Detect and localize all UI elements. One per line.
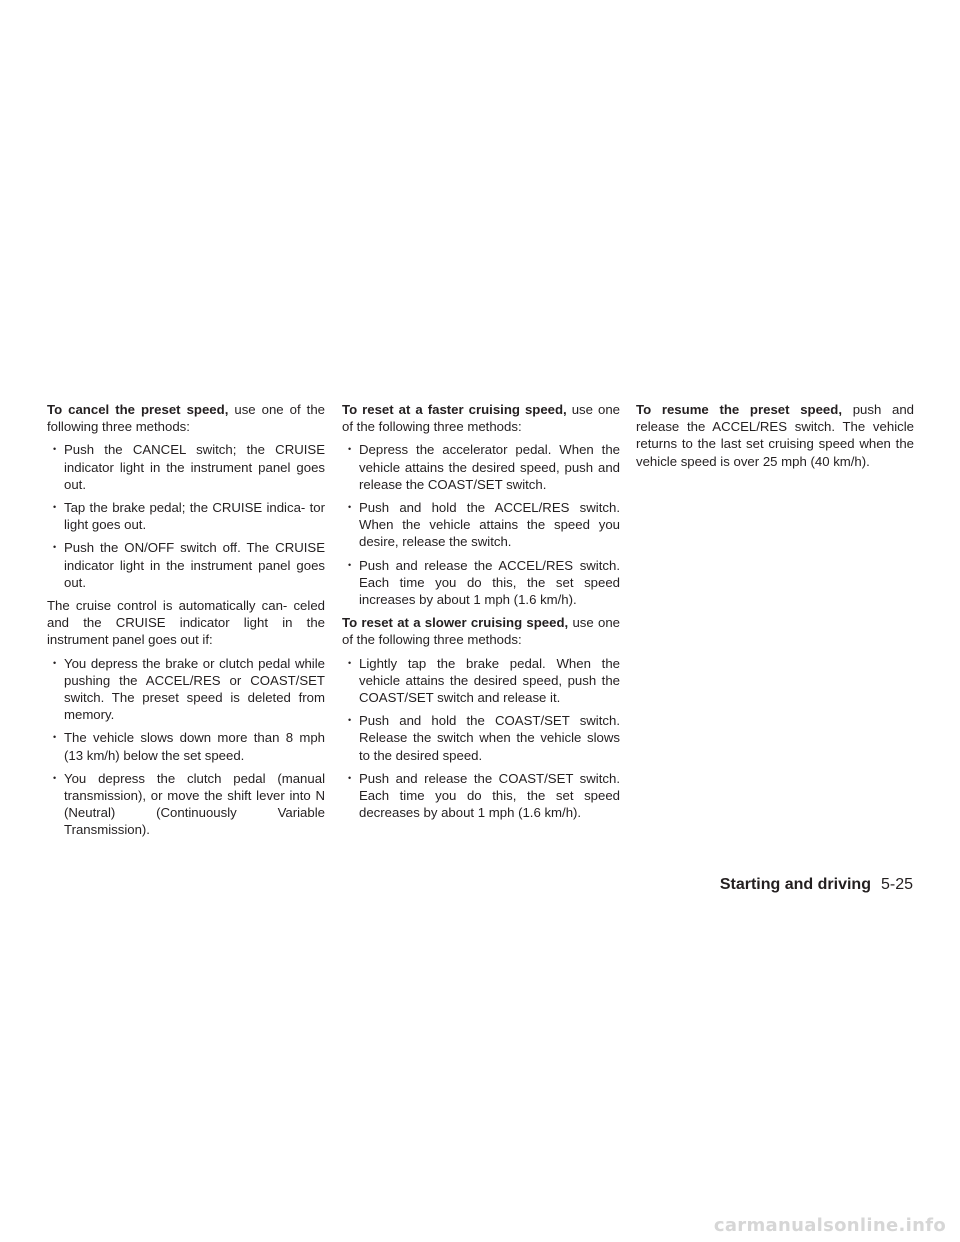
list-item: • You depress the brake or clutch pedal while pushing the ACCEL/RES or COAST/SET switch. The preset speed is deleted from memory. bbox=[47, 655, 325, 724]
cancel-intro-text: use one of the following three methods: bbox=[47, 402, 325, 435]
list-item: • You depress the clutch pedal (manual transmission), or move the shift lever into N (Neutral) (Continuously Variable Transmission). bbox=[47, 770, 325, 839]
faster-intro-text: use one of the following three methods: bbox=[342, 402, 620, 435]
list-item: • Push the ON/OFF switch off. The CRUISE indicator light in the instrument panel goes out. bbox=[47, 539, 325, 591]
list-item: • The vehicle slows down more than 8 mph (13 km/h) below the set speed. bbox=[47, 729, 325, 763]
column-left bbox=[47, 401, 325, 845]
list-item: • Push the CANCEL switch; the CRUISE indicator light in the instrument panel goes out. bbox=[47, 441, 325, 493]
faster-methods-list bbox=[342, 441, 620, 608]
column-middle bbox=[342, 401, 620, 827]
slower-methods-list bbox=[342, 655, 620, 822]
resume-heading: To resume the preset speed, bbox=[636, 402, 842, 417]
list-item: • Tap the brake pedal; the CRUISE indica- tor light goes out. bbox=[47, 499, 325, 533]
resume-paragraph bbox=[636, 401, 914, 470]
cancel-heading: To cancel the preset speed, bbox=[47, 402, 229, 417]
list-item: • Depress the accelerator pedal. When the vehicle attains the desired speed, push and release the COAST/SET switch. bbox=[342, 441, 620, 493]
faster-intro bbox=[342, 401, 620, 435]
list-item: • Push and release the ACCEL/RES switch. Each time you do this, the set speed increases by about 1 mph (1.6 km/h). bbox=[342, 557, 620, 609]
auto-cancel-list bbox=[47, 655, 325, 839]
list-item: • Lightly tap the brake pedal. When the vehicle attains the desired speed, push the COAST/SET switch and release it. bbox=[342, 655, 620, 707]
auto-cancel-intro: The cruise control is automatically can- celed and the CRUISE indicator light in the instrument panel goes out if: bbox=[47, 598, 325, 648]
faster-heading: To reset at a faster cruising speed, bbox=[342, 402, 567, 417]
list-item: • Push and hold the ACCEL/RES switch. When the vehicle attains the speed you desire, release the switch. bbox=[342, 499, 620, 551]
cancel-methods-list bbox=[47, 441, 325, 591]
cancel-intro bbox=[47, 401, 325, 435]
list-item: • Push and release the COAST/SET switch. Each time you do this, the set speed decreases by about 1 mph (1.6 km/h). bbox=[342, 770, 620, 822]
resume-text: push and release the ACCEL/RES switch. The vehicle returns to the last set cruising speed when the vehicle speed is over 25 mph (40 km/h). bbox=[636, 402, 915, 469]
page-footer bbox=[720, 875, 913, 895]
list-item: • Push and hold the COAST/SET switch. Release the switch when the vehicle slows to the desired speed. bbox=[342, 712, 620, 764]
page-number: 5-25 bbox=[880, 876, 913, 893]
watermark: carmanualsonline.info bbox=[713, 1215, 946, 1236]
slower-intro-text: use one of the following three methods: bbox=[342, 615, 620, 648]
slower-intro bbox=[342, 614, 620, 648]
slower-heading: To reset at a slower cruising speed, bbox=[342, 615, 569, 631]
column-right bbox=[636, 401, 914, 476]
section-title: Starting and driving bbox=[719, 876, 871, 893]
